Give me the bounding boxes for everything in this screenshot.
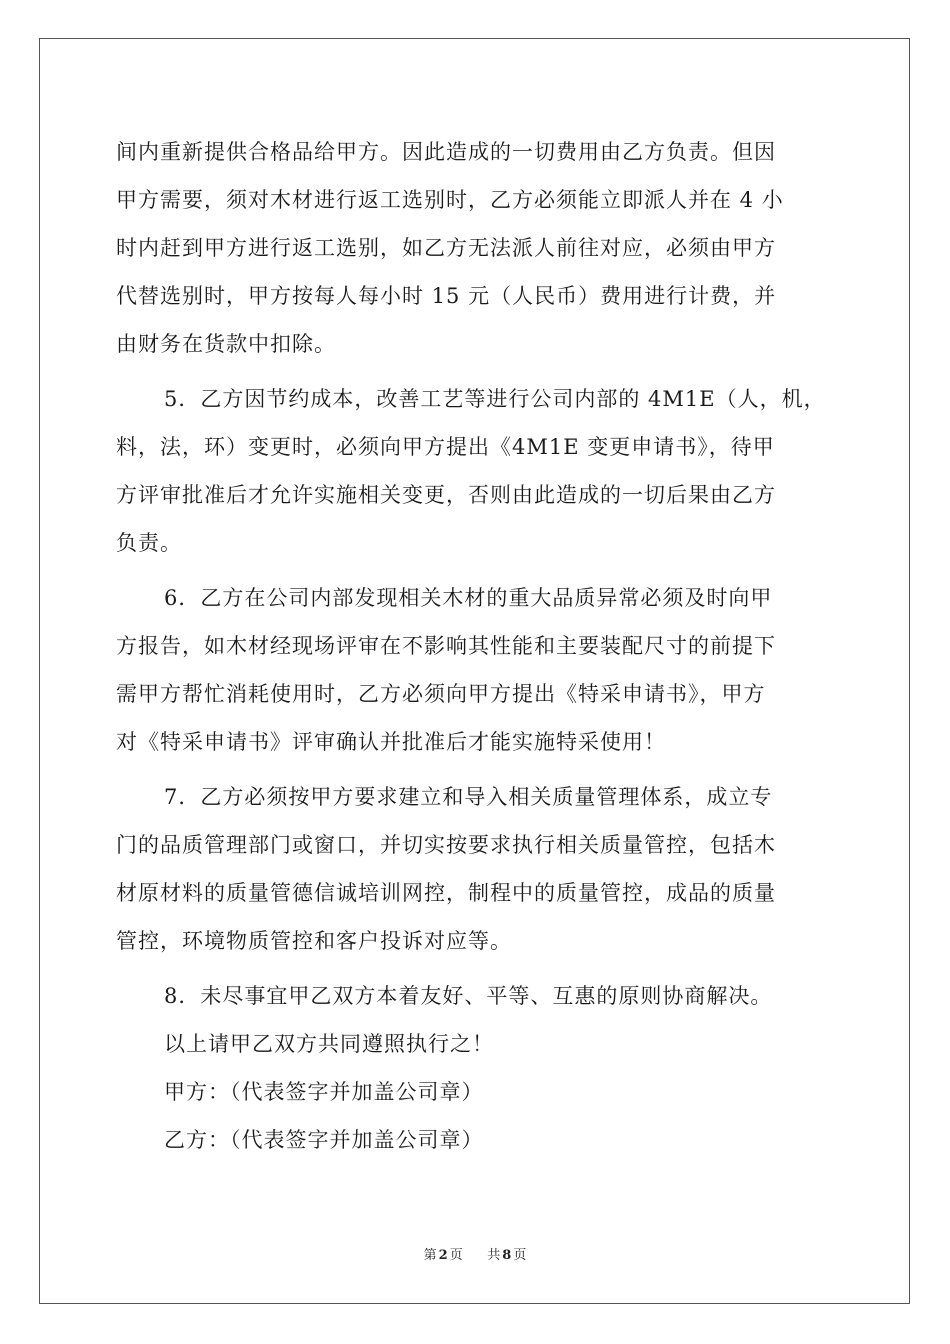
paragraph-clause-5 — [116, 375, 836, 567]
text-line: 料，法，环）变更时，必须向甲方提出《4M1E 变更申请书》，待甲 — [116, 435, 775, 459]
total-prefix: 共 — [487, 1248, 501, 1263]
text-line: 材原材料的质量管德信诚培训网控，制程中的质量管控，成品的质量 — [116, 881, 776, 905]
text-line: 门的品质管理部门或窗口，并切实按要求执行相关质量管控，包括木 — [116, 833, 776, 857]
paragraph-continuation — [116, 128, 836, 368]
paragraph-closing — [116, 1020, 836, 1068]
page-number: 2 — [438, 1248, 448, 1263]
page-footer — [0, 1244, 950, 1263]
paragraph-clause-8 — [116, 972, 836, 1020]
text-line: 7．乙方必须按甲方要求建立和导入相关质量管理体系，成立专 — [164, 785, 773, 809]
text-line: 6．乙方在公司内部发现相关木材的重大品质异常必须及时向甲 — [164, 586, 773, 610]
total-pages-indicator — [485, 1248, 528, 1263]
text-line: 5．乙方因节约成本，改善工艺等进行公司内部的 4M1E（人，机， — [164, 387, 826, 411]
text-line: 乙方：（代表签字并加盖公司章） — [164, 1128, 484, 1152]
text-line: 负责。 — [116, 531, 182, 555]
page-prefix: 第 — [423, 1248, 437, 1263]
text-line: 需甲方帮忙消耗使用时，乙方必须向甲方提出《特采申请书》，甲方 — [116, 682, 766, 706]
text-line: 甲方：（代表签字并加盖公司章） — [164, 1080, 484, 1104]
text-line: 方报告，如木材经现场评审在不影响其性能和主要装配尺寸的前提下 — [116, 634, 776, 658]
signature-party-a — [116, 1068, 836, 1116]
page-indicator — [422, 1248, 465, 1263]
paragraph-clause-7 — [116, 773, 836, 965]
text-line: 代替选别时，甲方按每人每小时 15 元（人民币）费用进行计费，并 — [116, 284, 777, 308]
total-pages: 8 — [502, 1248, 512, 1263]
text-line: 由财务在货款中扣除。 — [116, 332, 336, 356]
text-line: 时内赶到甲方进行返工选别，如乙方无法派人前往对应，必须由甲方 — [116, 236, 776, 260]
text-line: 8．未尽事宜甲乙双方本着友好、平等、互惠的原则协商解决。 — [164, 984, 773, 1008]
paragraph-clause-6 — [116, 574, 836, 766]
text-line: 方评审批准后才允许实施相关变更，否则由此造成的一切后果由乙方 — [116, 483, 776, 507]
text-line: 管控，环境物质管控和客户投诉对应等。 — [116, 929, 512, 953]
text-line: 对《特采申请书》评审确认并批准后才能实施特采使用！ — [116, 730, 666, 754]
signature-party-b — [116, 1116, 836, 1164]
text-line: 以上请甲乙双方共同遵照执行之！ — [164, 1032, 494, 1056]
document-body — [116, 128, 836, 1164]
page-suffix: 页 — [449, 1248, 463, 1263]
text-line: 甲方需要，须对木材进行返工选别时，乙方必须能立即派人并在 4 小 — [116, 188, 784, 212]
total-suffix: 页 — [513, 1248, 527, 1263]
text-line: 间内重新提供合格品给甲方。因此造成的一切费用由乙方负责。但因 — [116, 140, 776, 164]
